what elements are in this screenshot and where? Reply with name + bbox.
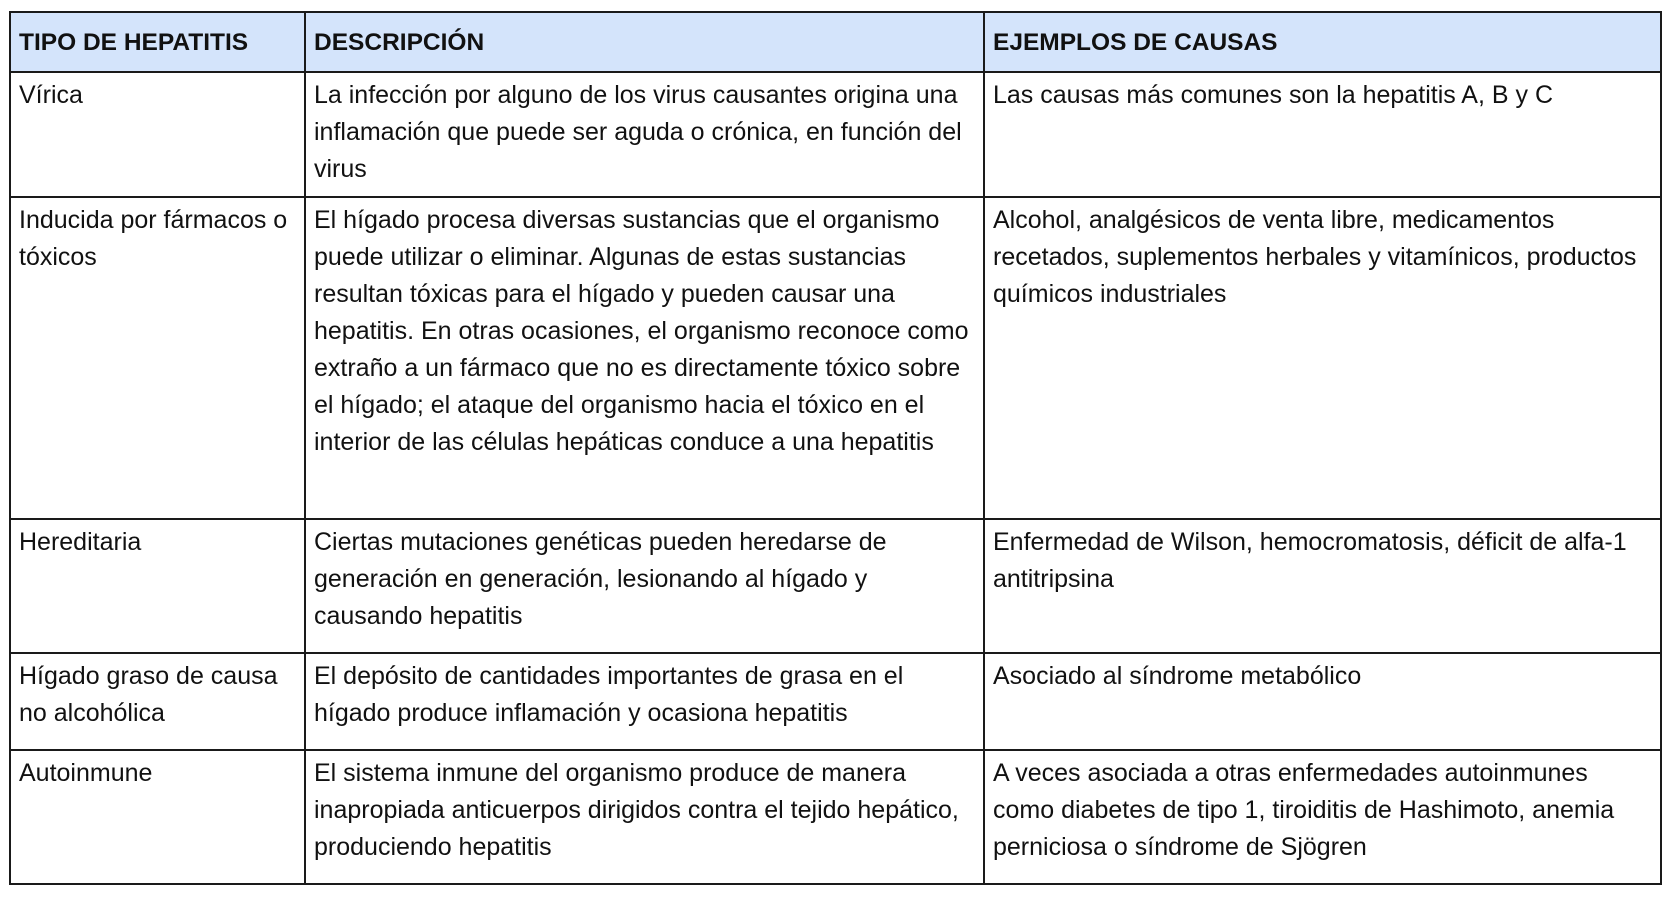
cell-causas: Las causas más comunes son la hepatitis A, B y C	[984, 72, 1661, 197]
table-body	[10, 72, 1661, 884]
cell-causas: Alcohol, analgésicos de venta libre, medicamentos recetados, suplementos herbales y vitamínicos, productos químicos industriales	[984, 197, 1661, 519]
header-descripcion: DESCRIPCIÓN	[305, 12, 984, 72]
cell-causas: Enfermedad de Wilson, hemocromatosis, déficit de alfa-1 antitripsina	[984, 519, 1661, 653]
cell-tipo: Autoinmune	[10, 750, 305, 884]
cell-tipo: Hereditaria	[10, 519, 305, 653]
cell-causas: Asociado al síndrome metabólico	[984, 653, 1661, 750]
cell-descripcion: El hígado procesa diversas sustancias que el organismo puede utilizar o eliminar. Algunas de estas sustancias resultan tóxicas para el hígado y pueden causar una hepatitis. En otras ocasiones, el organismo reconoce como extraño a un fármaco que no es directamente tóxico sobre el hígado; el ataque del organismo hacia el tóxico en el interior de las células hepáticas conduce a una hepatitis	[305, 197, 984, 519]
table-row	[10, 519, 1661, 653]
cell-tipo: Hígado graso de causa no alcohólica	[10, 653, 305, 750]
cell-descripcion: El sistema inmune del organismo produce de manera inapropiada anticuerpos dirigidos contra el tejido hepático, produciendo hepatitis	[305, 750, 984, 884]
table-row	[10, 653, 1661, 750]
cell-causas: A veces asociada a otras enfermedades autoinmunes como diabetes de tipo 1, tiroiditis de Hashimoto, anemia perniciosa o síndrome de Sjögren	[984, 750, 1661, 884]
cell-tipo: Inducida por fármacos o tóxicos	[10, 197, 305, 519]
hepatitis-table	[9, 11, 1662, 885]
header-causas: EJEMPLOS DE CAUSAS	[984, 12, 1661, 72]
table-row	[10, 72, 1661, 197]
table-header	[10, 12, 1661, 72]
header-tipo: TIPO DE HEPATITIS	[10, 12, 305, 72]
cell-descripcion: Ciertas mutaciones genéticas pueden heredarse de generación en generación, lesionando al hígado y causando hepatitis	[305, 519, 984, 653]
header-row	[10, 12, 1661, 72]
table-row	[10, 750, 1661, 884]
cell-descripcion: La infección por alguno de los virus causantes origina una inflamación que puede ser aguda o crónica, en función del virus	[305, 72, 984, 197]
cell-tipo: Vírica	[10, 72, 305, 197]
cell-descripcion: El depósito de cantidades importantes de grasa en el hígado produce inflamación y ocasiona hepatitis	[305, 653, 984, 750]
table-row	[10, 197, 1661, 519]
